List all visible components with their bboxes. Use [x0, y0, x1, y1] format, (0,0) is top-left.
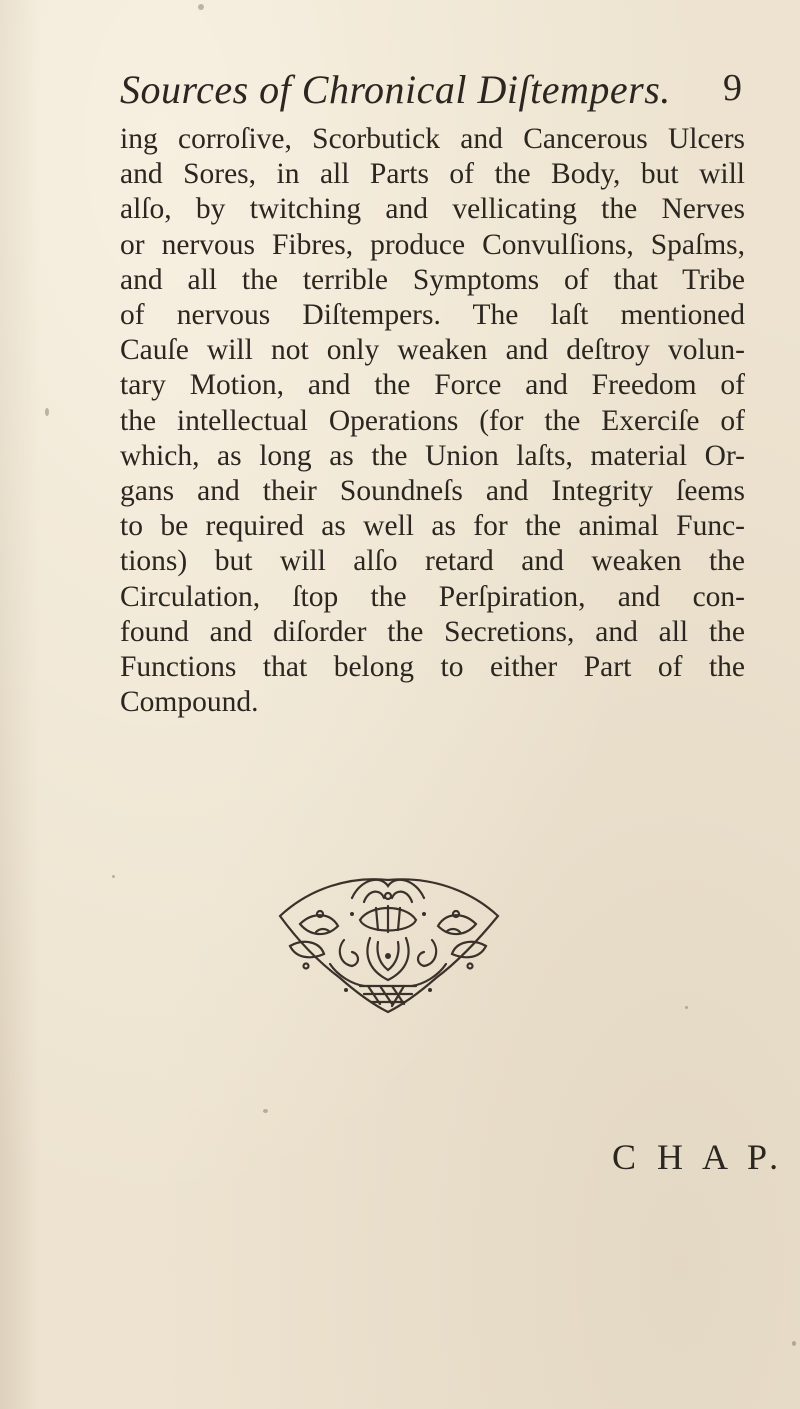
text-line: the intellectual Operations (for the Exerciſe of — [120, 404, 745, 437]
text-line: Cauſe will not only weaken and deſtroy volun- — [120, 334, 745, 367]
text-line: which, as long as the Union laſts, material Or- — [120, 439, 745, 472]
paper-speck — [263, 1109, 268, 1113]
running-head — [120, 66, 742, 122]
text-line: to be required as well as for the animal Func- — [120, 510, 745, 543]
text-line: tary Motion, and the Force and Freedom of — [120, 369, 745, 402]
paper-speck — [198, 4, 204, 10]
paper-speck — [792, 1341, 796, 1346]
text-line: or nervous Fibres, produce Convulſions, Spaſms, — [120, 228, 745, 261]
page-number: 9 — [723, 67, 742, 109]
paper-speck — [112, 875, 115, 878]
text-line: Functions that belong to either Part of the — [120, 651, 745, 684]
catchword: C H A P. — [612, 1137, 785, 1177]
text-line: and Sores, in all Parts of the Body, but will — [120, 158, 745, 191]
paper-speck — [685, 1006, 688, 1009]
text-line: of nervous Diſtempers. The laſt mentioned — [120, 299, 745, 332]
running-title: Sources of Chronical Diſtempers. — [120, 67, 671, 112]
text-line: and all the terrible Symptoms of that Tribe — [120, 263, 745, 296]
paper-speck — [45, 408, 49, 416]
floral-tailpiece-ornament-icon — [260, 868, 516, 1016]
text-line: Circulation, ſtop the Perſpiration, and con- — [120, 580, 745, 613]
text-line: ing corroſive, Scorbutick and Cancerous Ulcers — [120, 123, 745, 155]
text-line-last: Compound. — [120, 686, 259, 719]
text-line: gans and their Soundneſs and Integrity ſeems — [120, 475, 745, 508]
text-line: tions) but will alſo retard and weaken the — [120, 545, 745, 578]
text-line: alſo, by twitching and vellicating the Nerves — [120, 193, 745, 226]
text-line: found and diſorder the Secretions, and all the — [120, 615, 745, 648]
body-text — [120, 122, 745, 720]
